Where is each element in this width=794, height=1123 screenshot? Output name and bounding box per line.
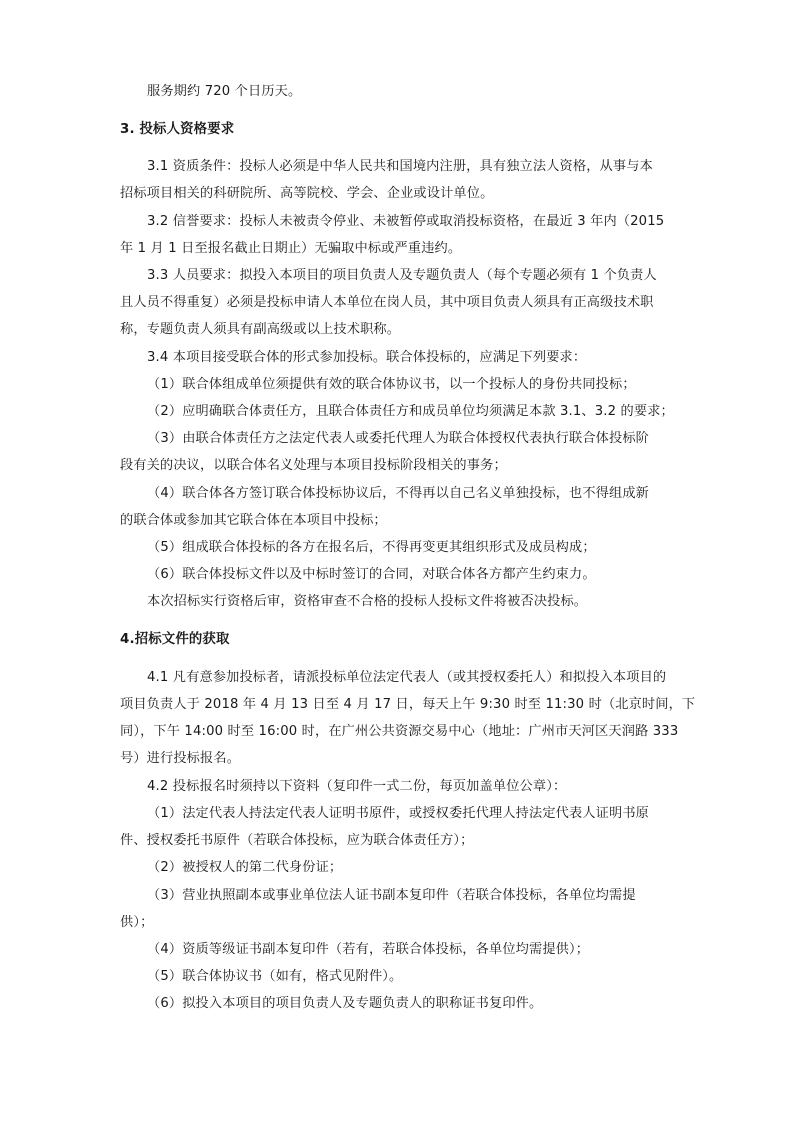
text-line: 3.4 本项目接受联合体的形式参加投标。联合体投标的，应满足下列要求：	[147, 350, 587, 365]
text-line: （1）联合体组成单位须提供有效的联合体协议书，以一个投标人的身份共同投标；	[147, 377, 636, 392]
text-line: 4.2 投标报名时须持以下资料（复印件一式二份，每页加盖单位公章）：	[147, 779, 567, 794]
text-line: 项目负责人于 2018 年 4 月 13 日至 4 月 17 日，每天上午 9:30 时至 11:30 时（北京时间，下	[120, 697, 696, 712]
text-line: 3.3 人员要求：拟投入本项目的项目负责人及专题负责人（每个专题必须有 1 个负责人	[147, 268, 657, 283]
text-line: 4.1 凡有意参加投标者，请派投标单位法定代表人（或其授权委托人）和拟投入本项目的	[147, 670, 667, 685]
text-line: 本次招标实行资格后审，资格审查不合格的投标人投标文件将被否决投标。	[147, 594, 588, 609]
text-line: 招标项目相关的科研院所、高等院校、学会、企业或设计单位。	[120, 186, 494, 201]
text-line: （6）拟投入本项目的项目负责人及专题负责人的职称证书复印件。	[147, 996, 543, 1011]
text-line: （1）法定代表人持法定代表人证明书原件，或授权委托代理人持法定代表人证明书原	[147, 806, 650, 821]
text-line: （4）资质等级证书副本复印件（若有，若联合体投标，各单位均需提供）；	[147, 942, 590, 957]
text-line: （2）应明确联合体责任方，且联合体责任方和成员单位均须满足本款 3.1、3.2 的要求；	[147, 404, 674, 419]
text-line: 3.2 信誉要求：投标人未被责令停业、未被暂停或取消投标资格，在最近 3 年内（2015	[147, 214, 665, 229]
text-line: 服务期约 720 个日历天。	[147, 84, 302, 99]
text-line: 件、授权委托书原件（若联合体投标，应为联合体责任方）；	[120, 833, 474, 848]
text-line: （3）营业执照副本或事业单位法人证书副本复印件（若联合体投标，各单位均需提	[147, 888, 636, 903]
text-line: 且人员不得重复）必须是投标申请人本单位在岗人员，其中项目负责人须具有正高级技术职	[120, 295, 654, 310]
text-line: 称，专题负责人须具有副高级或以上技术职称。	[120, 322, 401, 337]
section-heading: 3. 投标人资格要求	[120, 122, 235, 137]
text-line: （5）联合体协议书（如有，格式见附件）。	[147, 969, 403, 984]
text-line: 3.1 资质条件：投标人必须是中华人民共和国境内注册，具有独立法人资格，从事与本	[147, 159, 653, 174]
section-heading: 4.招标文件的获取	[120, 632, 230, 647]
text-line: （3）由联合体责任方之法定代表人或委托代理人为联合体授权代表执行联合体投标阶	[147, 431, 650, 446]
text-line: 的联合体或参加其它联合体在本项目中投标；	[120, 513, 387, 528]
text-line: （2）被授权人的第二代身份证；	[147, 860, 343, 875]
text-line: （6）联合体投标文件以及中标时签订的合同，对联合体各方都产生约束力。	[147, 567, 596, 582]
text-line: （5）组成联合体投标的各方在报名后，不得再变更其组织形式及成员构成；	[147, 540, 596, 555]
text-line: （4）联合体各方签订联合体投标协议后，不得再以自己名义单独投标，也不得组成新	[147, 486, 650, 501]
text-line: 段有关的决议，以联合体名义处理与本项目投标阶段相关的事务；	[120, 458, 507, 473]
text-line: 号）进行投标报名。	[120, 751, 241, 766]
text-line: 同），下午 14:00 时至 16:00 时，在广州公共资源交易中心（地址：广州市天河区天润路 333	[120, 724, 679, 739]
text-line: 年 1 月 1 日至报名截止日期止）无骗取中标或严重违约。	[120, 241, 462, 256]
text-line: 供）；	[120, 915, 154, 930]
